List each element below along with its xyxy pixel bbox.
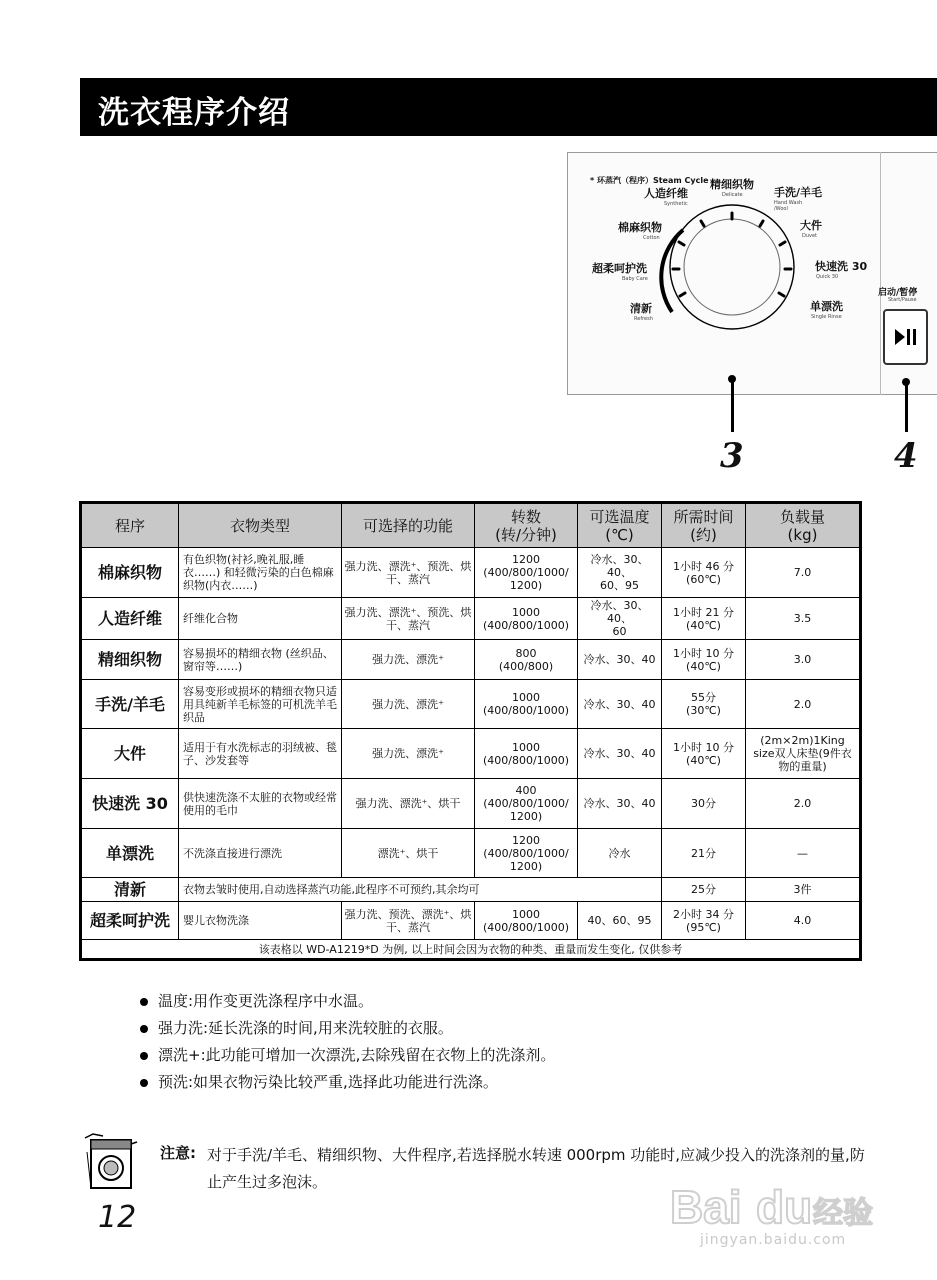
cell-program: 大件 bbox=[81, 729, 179, 779]
cell-fabric: 适用于有水洗标志的羽绒被、毯子、沙发套等 bbox=[179, 729, 342, 779]
cell-fabric: 有色织物(衬衫,晚礼服,睡衣……) 和轻微污染的白色棉麻织物(内衣……) bbox=[179, 548, 342, 598]
dial-sub-synthetic: Synthetic bbox=[664, 201, 688, 207]
cell-program: 人造纤维 bbox=[81, 598, 179, 640]
page-title: 洗衣程序介绍 bbox=[98, 95, 290, 131]
cell-load: 3件 bbox=[746, 878, 861, 902]
cell-time: 2小时 34 分 (95℃) bbox=[662, 902, 746, 940]
dial-label-delicate: 精细织物 bbox=[710, 178, 754, 191]
table-row bbox=[81, 548, 861, 598]
cell-functions: 强力洗、漂洗⁺ bbox=[342, 680, 475, 729]
table-row bbox=[81, 829, 861, 878]
cell-load: — bbox=[746, 829, 861, 878]
header-spin: 转数 (转/分钟) bbox=[475, 503, 578, 548]
svg-text:经验: 经验 bbox=[813, 1196, 873, 1231]
table-row bbox=[81, 902, 861, 940]
dial-label-quick-30: 快速洗 30 bbox=[815, 260, 868, 273]
panel-divider bbox=[880, 152, 881, 395]
notice-text: 对于手洗/羊毛、精细织物、大件程序,若选择脱水转速 000rpm 功能时,应减少投入的洗涤剂的量,防止产生过多泡沫。 bbox=[207, 1146, 865, 1191]
dial-label-cotton: 棉麻织物 bbox=[618, 221, 662, 234]
cell-load: (2m×2m)1King size双人床垫(9件衣物的重量) bbox=[746, 729, 861, 779]
start-pause-label: 启动/暂停 bbox=[878, 288, 918, 298]
cell-program: 精细织物 bbox=[81, 640, 179, 680]
cell-functions: 强力洗、漂洗⁺ bbox=[342, 729, 475, 779]
cell-load: 2.0 bbox=[746, 680, 861, 729]
cell-functions: 强力洗、预洗、漂洗⁺、烘干、蒸汽 bbox=[342, 902, 475, 940]
cell-functions: 强力洗、漂洗⁺ bbox=[342, 640, 475, 680]
dial-sub-baby-care: Baby Care bbox=[622, 276, 648, 282]
baidu-watermark-logo bbox=[668, 1165, 878, 1265]
cell-temp: 冷水、30、40、 60、95 bbox=[578, 548, 662, 598]
table-row bbox=[81, 878, 861, 902]
cell-time: 21分 bbox=[662, 829, 746, 878]
cell-temp: 冷水 bbox=[578, 829, 662, 878]
cell-time: 1小时 10 分 (40℃) bbox=[662, 640, 746, 680]
dial-sub-single-rinse: Single Rinse bbox=[811, 314, 842, 320]
cell-time: 55分 (30℃) bbox=[662, 680, 746, 729]
cell-load: 3.5 bbox=[746, 598, 861, 640]
cell-spin: 1000 (400/800/1000) bbox=[475, 729, 578, 779]
cell-temp: 冷水、30、40、 60 bbox=[578, 598, 662, 640]
cell-fabric: 纤维化合物 bbox=[179, 598, 342, 640]
cell-fabric: 容易损坏的精细衣物 (丝织品、窗帘等……) bbox=[179, 640, 342, 680]
cell-program: 单漂洗 bbox=[81, 829, 179, 878]
cell-load: 4.0 bbox=[746, 902, 861, 940]
callout-line-dial bbox=[731, 380, 734, 432]
title-tab-decoration bbox=[858, 78, 937, 84]
cell-fabric: 衣物去皱时使用,自动选择蒸汽功能,此程序不可预约,其余均可 bbox=[179, 878, 662, 902]
header-time: 所需时间 (约) bbox=[662, 503, 746, 548]
dial-label-baby-care: 超柔呵护洗 bbox=[592, 262, 647, 275]
header-temp: 可选温度 (℃) bbox=[578, 503, 662, 548]
cell-program: 清新 bbox=[81, 878, 179, 902]
cell-fabric: 供快速洗涤不太脏的衣物或经常使用的毛巾 bbox=[179, 779, 342, 829]
header-load: 负载量 (kg) bbox=[746, 503, 861, 548]
bullet-item: 漂洗+:此功能可增加一次漂洗,去除残留在衣物上的洗涤剂。 bbox=[140, 1042, 555, 1069]
watermark-url: jingyan.baidu.com bbox=[700, 1232, 847, 1248]
cell-temp: 冷水、30、40 bbox=[578, 779, 662, 829]
table-row bbox=[81, 680, 861, 729]
start-pause-button[interactable] bbox=[883, 309, 928, 365]
cell-spin: 400 (400/800/1000/ 1200) bbox=[475, 779, 578, 829]
cell-temp: 冷水、30、40 bbox=[578, 729, 662, 779]
svg-text:du: du bbox=[756, 1181, 813, 1233]
cell-functions: 强力洗、漂洗⁺、烘干 bbox=[342, 779, 475, 829]
dial-label-single-rinse: 单漂洗 bbox=[810, 300, 843, 313]
table-footnote-row bbox=[81, 940, 861, 960]
header-program: 程序 bbox=[81, 503, 179, 548]
cell-fabric: 婴儿衣物洗涤 bbox=[179, 902, 342, 940]
notice-label: 注意: bbox=[160, 1144, 196, 1162]
cell-time: 30分 bbox=[662, 779, 746, 829]
dial-sub-quick-30: Quick 30 bbox=[816, 274, 839, 280]
cell-time: 1小时 46 分 (60℃) bbox=[662, 548, 746, 598]
table-footnote: 该表格以 WD-A1219*D 为例, 以上时间会因为衣物的种类、重量而发生变化, 仅供参考 bbox=[81, 940, 861, 960]
function-notes bbox=[140, 988, 555, 1096]
cell-time: 25分 bbox=[662, 878, 746, 902]
cell-fabric: 不洗涤直接进行漂洗 bbox=[179, 829, 342, 878]
cell-functions: 漂洗⁺、烘干 bbox=[342, 829, 475, 878]
cell-functions: 强力洗、漂洗⁺、预洗、烘干、蒸汽 bbox=[342, 598, 475, 640]
dial-label-duvet: 大件 bbox=[800, 219, 822, 232]
dial-ticks bbox=[673, 213, 791, 296]
callout-number-start: 4 bbox=[894, 436, 918, 476]
cell-temp: 冷水、30、40 bbox=[578, 640, 662, 680]
header-functions: 可选择的功能 bbox=[342, 503, 475, 548]
steam-cycle-note: * 环蒸汽（程序）Steam Cycle bbox=[590, 176, 709, 185]
cell-temp: 40、60、95 bbox=[578, 902, 662, 940]
cell-load: 2.0 bbox=[746, 779, 861, 829]
cell-temp: 冷水、30、40 bbox=[578, 680, 662, 729]
dial-label-refresh: 清新 bbox=[630, 302, 652, 315]
dial-label-synthetic: 人造纤维 bbox=[644, 187, 688, 200]
cell-program: 棉麻织物 bbox=[81, 548, 179, 598]
program-table bbox=[79, 501, 862, 961]
page-title-bar bbox=[80, 78, 937, 136]
callout-number-dial: 3 bbox=[720, 436, 744, 476]
bullet-item: 预洗:如果衣物污染比较严重,选择此功能进行洗涤。 bbox=[140, 1069, 555, 1096]
cell-program: 手洗/羊毛 bbox=[81, 680, 179, 729]
header-fabric: 衣物类型 bbox=[179, 503, 342, 548]
play-pause-icon bbox=[895, 329, 917, 345]
cell-program: 超柔呵护洗 bbox=[81, 902, 179, 940]
dial-sub-delicate: Delicate bbox=[722, 192, 743, 198]
cell-functions: 强力洗、漂洗⁺、预洗、烘干、蒸汽 bbox=[342, 548, 475, 598]
cell-spin: 1000 (400/800/1000) bbox=[475, 902, 578, 940]
washing-machine-notice-icon bbox=[83, 1132, 141, 1194]
cell-spin: 1200 (400/800/1000/ 1200) bbox=[475, 829, 578, 878]
bullet-item: 强力洗:延长洗涤的时间,用来洗较脏的衣服。 bbox=[140, 1015, 555, 1042]
cell-spin: 1200 (400/800/1000/ 1200) bbox=[475, 548, 578, 598]
table-row bbox=[81, 640, 861, 680]
dial-label-hand-wash: 手洗/羊毛 bbox=[774, 186, 823, 199]
cell-time: 1小时 10 分 (40℃) bbox=[662, 729, 746, 779]
table-header-row bbox=[81, 503, 861, 548]
table-row bbox=[81, 598, 861, 640]
dial-sub-hand-wash: Hand Wash /Wool bbox=[774, 200, 803, 212]
cell-spin: 800 (400/800) bbox=[475, 640, 578, 680]
callout-line-start bbox=[905, 383, 908, 432]
cell-time: 1小时 21 分 (40℃) bbox=[662, 598, 746, 640]
bullet-item: 温度:用作变更洗涤程序中水温。 bbox=[140, 988, 555, 1015]
cell-load: 3.0 bbox=[746, 640, 861, 680]
cell-program: 快速洗 30 bbox=[81, 779, 179, 829]
cell-spin: 1000 (400/800/1000) bbox=[475, 598, 578, 640]
dial-sub-refresh: Refresh bbox=[634, 316, 653, 322]
svg-text:Bai: Bai bbox=[670, 1181, 742, 1233]
dial-outer-ring bbox=[670, 205, 794, 329]
cell-fabric: 容易变形或损坏的精细衣物只适用具纯新羊毛标签的可机洗羊毛织品 bbox=[179, 680, 342, 729]
dial-sub-duvet: Duvet bbox=[802, 233, 818, 239]
dial-sub-cotton: Cotton bbox=[643, 235, 660, 241]
table-row bbox=[81, 729, 861, 779]
cell-spin: 1000 (400/800/1000) bbox=[475, 680, 578, 729]
cell-load: 7.0 bbox=[746, 548, 861, 598]
start-pause-sub: Start/Pause bbox=[888, 297, 917, 303]
dial-inner-ring bbox=[684, 219, 780, 315]
page-number: 12 bbox=[98, 1200, 137, 1235]
table-row bbox=[81, 779, 861, 829]
